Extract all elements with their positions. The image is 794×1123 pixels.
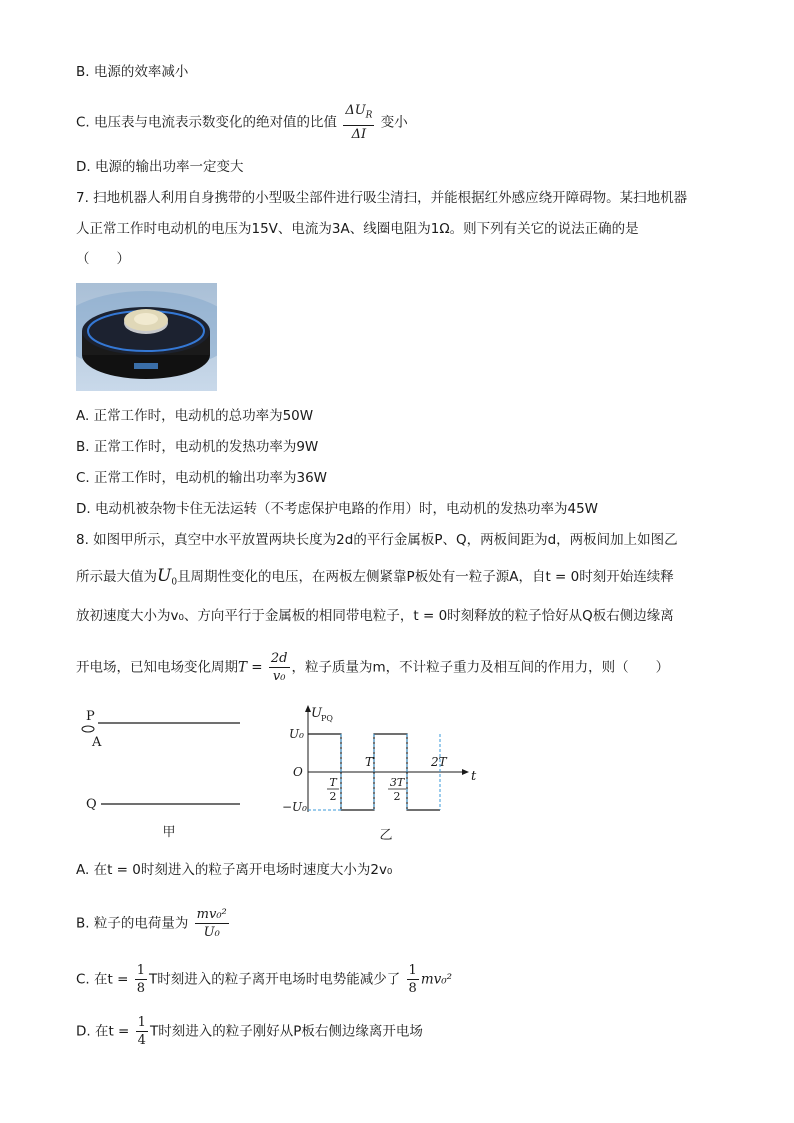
source-a-label: A (92, 735, 102, 750)
neg-u0-tick-label: −U₀ (282, 800, 307, 814)
charge-fraction: $\frac{\text{mv₀²}}{\text{U₀}}$ (196, 907, 227, 940)
period-fraction: $\frac{2d}{\text{v₀}}$ (270, 651, 288, 684)
q8-option-c: C. 在t = $\frac{1}{8}$ T时刻进入的粒子离开电场时电势能减少了 $\frac{1}{8}$ mv₀² (76, 963, 453, 996)
origin-label: O (293, 765, 303, 779)
q8-stem-line4: 开电场，已知电场变化周期T = $\frac{2d}{\text{v₀}}$ ，粒子质量为m，不计粒子重力及相互间的作用力，则（ ） (76, 651, 670, 684)
one-quarter-fraction: $\frac{1}{4}$ (137, 1015, 146, 1048)
q7-answer-paren: （ ） (76, 251, 130, 267)
ratio-fraction: $\frac{\Delta U_R}{\Delta I}$ (345, 103, 373, 142)
figure-caption-yi: 乙 (379, 828, 393, 843)
q7-option-a: A. 正常工作时，电动机的总功率为50W (76, 408, 314, 424)
q7-stem-line1: 7. 扫地机器人利用自身携带的小型吸尘部件进行吸尘清扫，并能根据红外感应绕开障碍物。某扫地机器 (76, 190, 688, 206)
tick-T: T (365, 755, 374, 769)
prev-option-c (76, 102, 408, 143)
q8-stem-line1: 8. 如图甲所示，真空中水平放置两块长度为2d的平行金属板P、Q，两板间距为d，两板间加上如图乙 (76, 532, 678, 548)
tick-3half-T-num: 3T (389, 776, 405, 789)
q8-stem-line3: 放初速度大小为v₀、方向平行于金属板的相同带电粒子，t = 0时刻释放的粒子恰好从Q板右侧边缘离 (76, 608, 674, 624)
tick-3half-T-den: 2 (393, 790, 401, 803)
q7-option-c: C. 正常工作时，电动机的输出功率为36W (76, 470, 328, 486)
tick-2T: 2T (431, 755, 447, 769)
q8-option-b: B. 粒子的电荷量为 $\frac{\text{mv₀²}}{\text{U₀}}$ (76, 907, 227, 940)
plate-p-label: P (86, 709, 95, 724)
q8-option-a: A. 在t = 0时刻进入的粒子离开电场时速度大小为2v₀ (76, 862, 393, 878)
prev-option-c-tail: 变小 (380, 114, 408, 131)
q7-option-d: D. 电动机被杂物卡住无法运转（不考虑保护电路的作用）时，电动机的发热功率为45W (76, 501, 599, 517)
y-axis-label-sub: PQ (321, 714, 333, 723)
t-axis-arrow-icon (462, 769, 469, 775)
q7-option-b: B. 正常工作时，电动机的发热功率为9W (76, 439, 319, 455)
u0-tick-label: U₀ (289, 727, 304, 741)
plate-q-label: Q (86, 797, 97, 812)
prev-option-b: B. 电源的效率减小 (76, 64, 189, 80)
figure-voltage-graph (276, 700, 486, 848)
tick-half-T-num: T (329, 776, 337, 789)
one-eighth-fraction: $\frac{1}{8}$ (136, 963, 145, 996)
y-axis-label: U (311, 706, 322, 721)
t-axis-label: t (471, 769, 477, 784)
figure-plates (76, 705, 256, 845)
robot-vacuum-photo (76, 283, 217, 391)
q8-option-d: D. 在t = $\frac{1}{4}$ T时刻进入的粒子刚好从P板右侧边缘离开电场 (76, 1015, 423, 1048)
figure-caption-jia: 甲 (162, 825, 176, 840)
prev-option-d: D. 电源的输出功率一定变大 (76, 159, 244, 175)
prev-option-c-text: C. 电压表与电流表示数变化的绝对值的比值 (76, 114, 338, 131)
one-eighth-fraction-2: $\frac{1}{8}$ (408, 963, 417, 996)
robot-vacuum-icon (76, 283, 217, 391)
q7-stem-line2: 人正常工作时电动机的电压为15V、电流为3A、线圈电阻为1Ω。则下列有关它的说法正确的是 (76, 221, 639, 237)
tick-half-T-den: 2 (329, 790, 337, 803)
particle-source-icon (82, 726, 94, 732)
q8-stem-line2: 所示最大值为$U_0$且周期性变化的电压，在两板左侧紧靠P板处有一粒子源A，自t = 0时刻开始连续释 (76, 566, 674, 588)
